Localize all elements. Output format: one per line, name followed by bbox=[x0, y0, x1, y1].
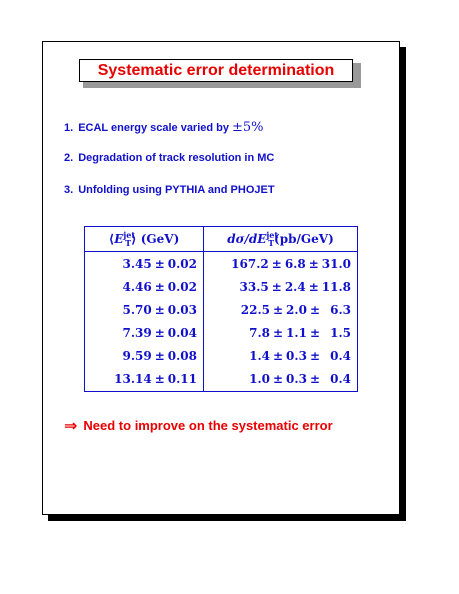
slide-title: Systematic error determination bbox=[97, 61, 335, 79]
table-row bbox=[85, 298, 357, 321]
list-item-number: 1. bbox=[64, 122, 74, 134]
table-header-xs: $d\sigma/dE^{jet}_T(pb/GeV)$ bbox=[204, 227, 358, 252]
cell-mean-et: 4.46 ± 0.02 bbox=[85, 275, 204, 298]
table-header-et: $⟨E^{jet}_T⟩$ (GeV) bbox=[85, 227, 204, 252]
data-table bbox=[85, 227, 357, 391]
method-list bbox=[64, 120, 275, 200]
cell-mean-et: 3.45 ± 0.02 bbox=[85, 252, 204, 276]
conclusion bbox=[64, 416, 333, 435]
list-item-number: 2. bbox=[64, 152, 74, 164]
implies-arrow-icon: ⇒ bbox=[64, 416, 78, 435]
cell-cross-section: 167.2 ± 6.8 ± 31.0 bbox=[231, 256, 351, 271]
cell-cross-section: 7.8 ± 1.1 ± 1.5 bbox=[249, 326, 351, 341]
table-row bbox=[85, 321, 357, 344]
cross-section-table bbox=[84, 226, 358, 392]
list-item bbox=[64, 152, 275, 168]
table-row bbox=[85, 275, 357, 298]
list-item-text: ECAL energy scale varied by bbox=[78, 122, 230, 134]
list-item bbox=[64, 120, 275, 136]
cell-mean-et: 9.59 ± 0.08 bbox=[85, 345, 204, 368]
table-row bbox=[85, 368, 357, 391]
cell-cross-section: 22.5 ± 2.0 ± 6.3 bbox=[240, 302, 351, 317]
list-item-text: Degradation of track resolution in MC bbox=[78, 152, 275, 164]
list-item-number: 3. bbox=[64, 184, 74, 196]
table-row bbox=[85, 345, 357, 368]
cell-mean-et: 7.39 ± 0.04 bbox=[85, 321, 204, 344]
cell-cross-section: 33.5 ± 2.4 ± 11.8 bbox=[239, 279, 351, 294]
conclusion-text: Need to improve on the systematic error bbox=[83, 418, 333, 433]
list-item-text: Unfolding using PYTHIA and PHOJET bbox=[78, 184, 275, 196]
cell-cross-section: 1.4 ± 0.3 ± 0.4 bbox=[249, 349, 351, 364]
cell-mean-et: 13.14 ± 0.11 bbox=[85, 368, 204, 391]
cell-mean-et: 5.70 ± 0.03 bbox=[85, 298, 204, 321]
title-box bbox=[79, 59, 353, 82]
cell-cross-section: 1.0 ± 0.3 ± 0.4 bbox=[249, 372, 351, 387]
list-item-math: ±5% bbox=[232, 120, 264, 135]
table-row bbox=[85, 252, 357, 276]
table-body bbox=[85, 252, 357, 392]
list-item bbox=[64, 184, 275, 200]
table-header-row bbox=[85, 227, 357, 252]
